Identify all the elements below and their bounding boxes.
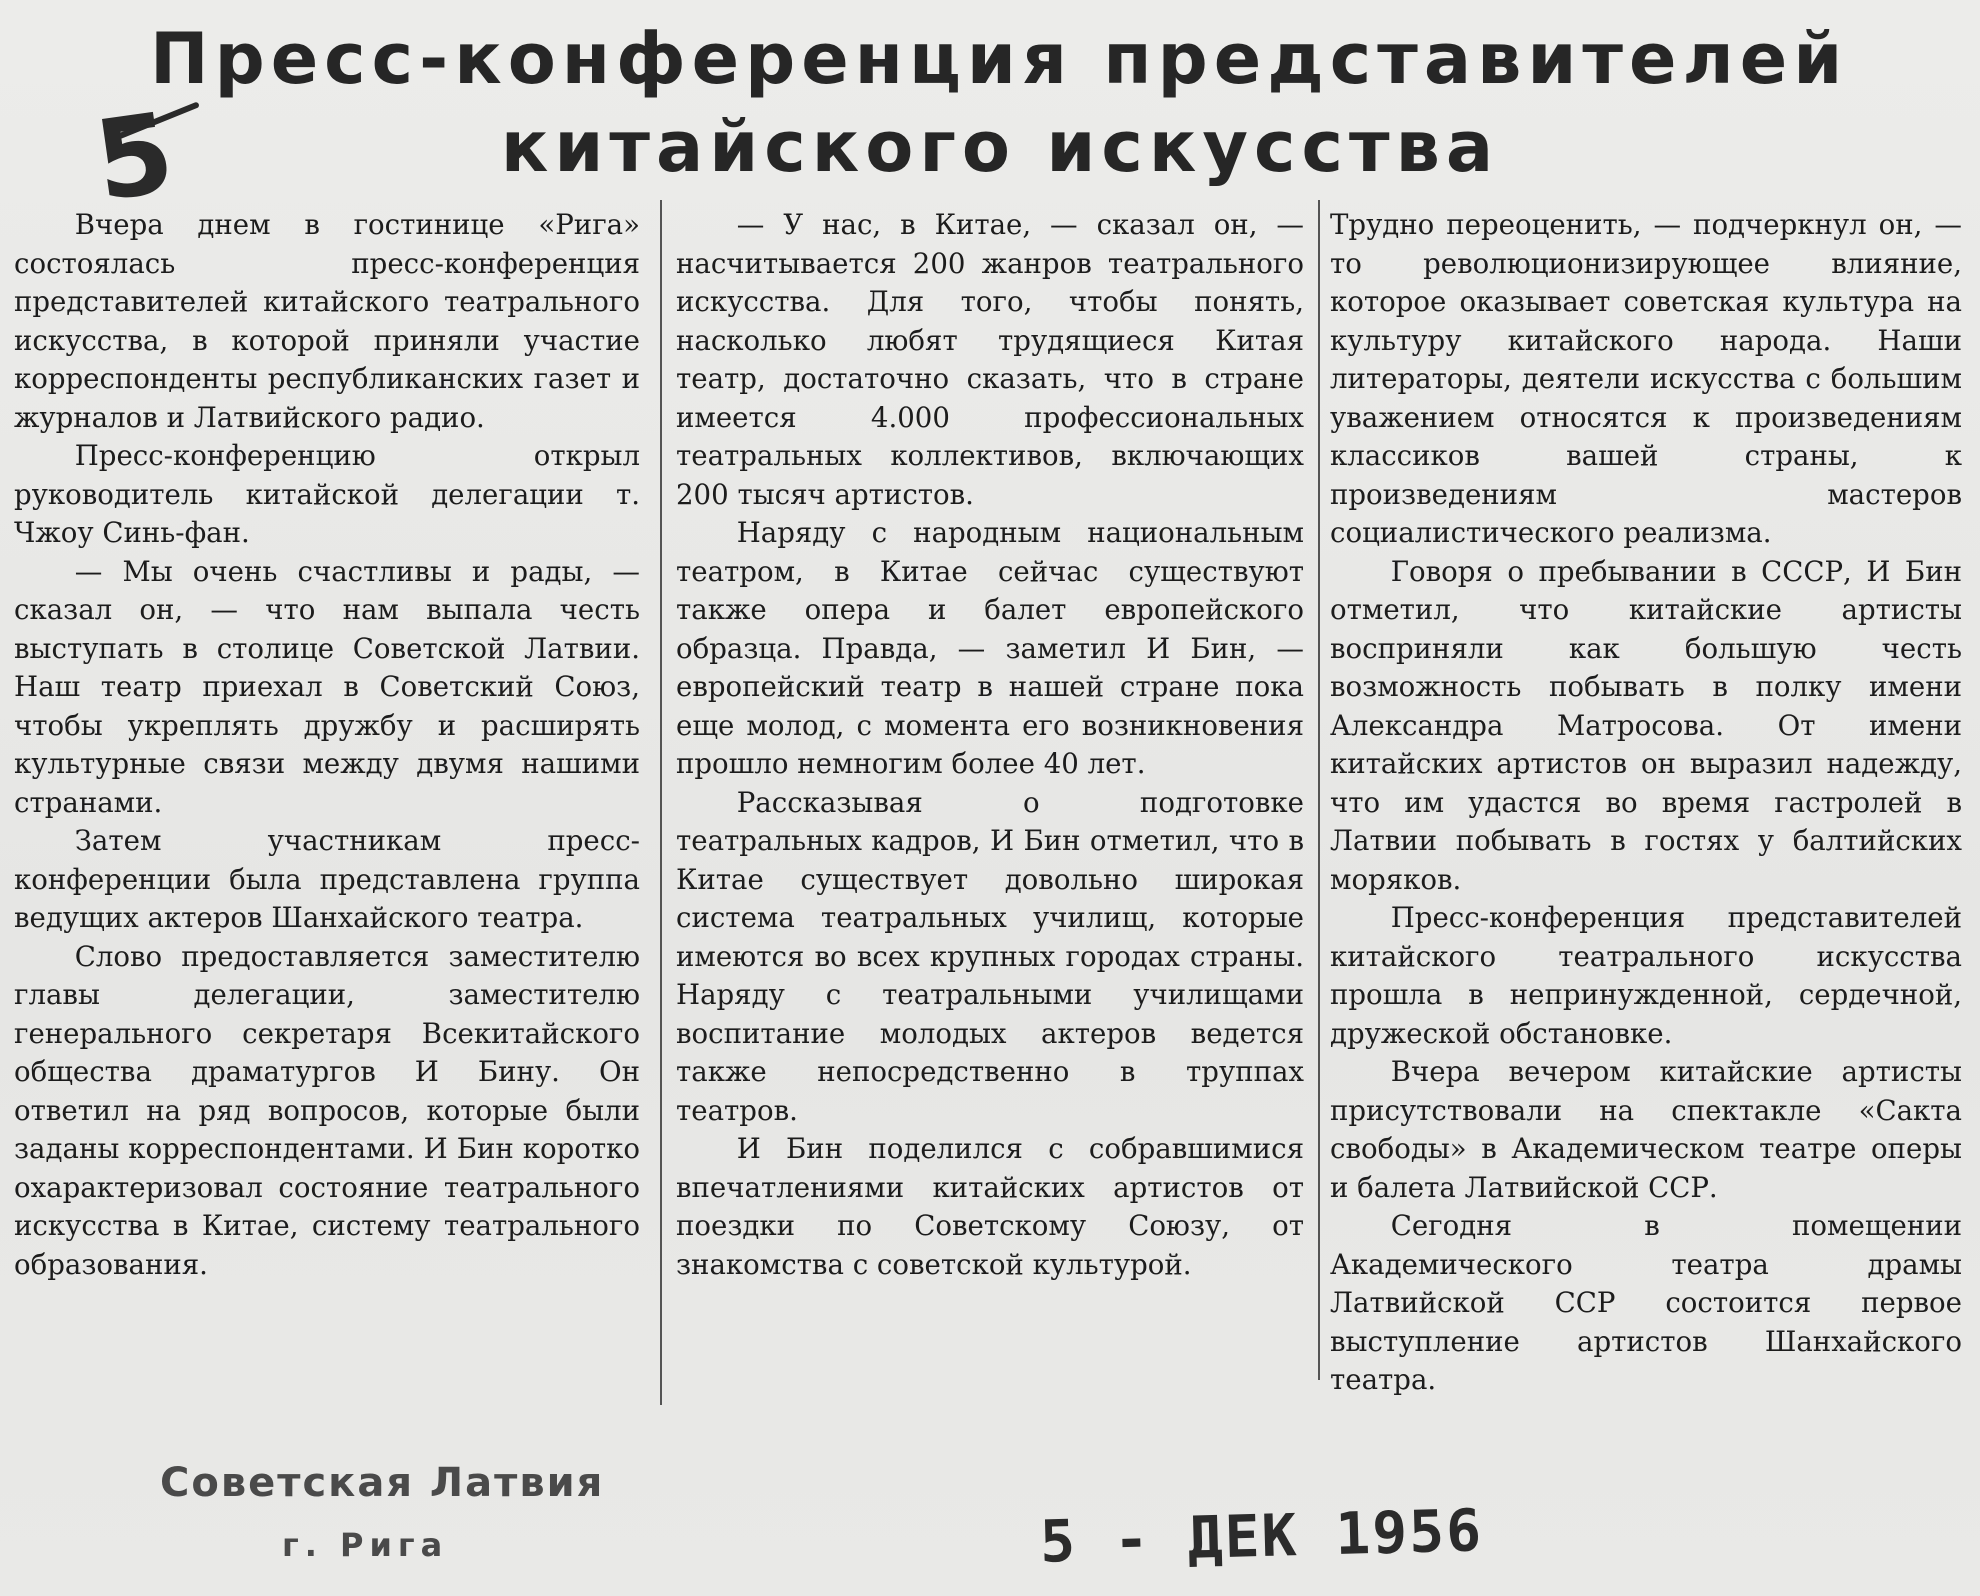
source-newspaper-stamp: Советская Латвия xyxy=(160,1460,605,1506)
source-city-stamp: г. Рига xyxy=(282,1526,449,1564)
paragraph: Говоря о пребывании в СССР, И Бин отметил, что китайские артисты восприняли как большую честь возможность побывать в полку имени Александра Матросова. От имени китайских артистов он выразил надежду, что им удастся во время гастролей в Латвии побывать в гостях у балтийских моряков. xyxy=(1330,554,1962,896)
paragraph: Затем участникам пресс-конференции была представлена группа ведущих актеров Шанхайского театра. xyxy=(14,824,640,934)
paragraph: Наряду с народным национальным театром, в Китае сейчас существуют также опера и балет европейского образца. Правда, — заметил И Бин, — европейский театр в нашей стране пока еще молод, с момента его возникновения прошло немногим более 40 лет. xyxy=(676,516,1304,780)
headline-line-2: китайского искусства xyxy=(500,106,1500,188)
paragraph: Пресс-конференцию открыл руководитель китайской делегации т. Чжоу Синь-фан. xyxy=(14,439,640,549)
article-column-2 xyxy=(676,206,1304,1284)
date-stamp: 5 - ДЕК 1956 xyxy=(1039,1496,1484,1576)
paragraph: — Мы очень счастливы и рады, — сказал он, — что нам выпала честь выступать в столице Советской Латвии. Наш театр приехал в Советский Союз, чтобы укреплять дружбу и расширять культурные связи между двумя нашими странами. xyxy=(14,554,640,819)
paragraph-continued: Трудно переоценить, — подчеркнул он, — то революционизирующее влияние, которое оказывает советская культура на культуру китайского народа. Наши литераторы, деятели искусства с большим уважением относятся к произведениям классиков вашей страны, к произведениям мастеров социалистического реализма. xyxy=(1330,208,1962,549)
column-rule-2 xyxy=(1318,200,1320,1380)
paragraph: И Бин поделился с собравшимися впечатлениями китайских артистов от поездки по Советскому Союзу, от знакомства с советской культурой. xyxy=(676,1132,1304,1281)
article-column-3 xyxy=(1330,206,1962,1400)
paragraph: Рассказывая о подготовке театральных кадров, И Бин отметил, что в Китае существует довольно широкая система театральных училищ, которые имеются во всех крупных городах страны. Наряду с театральными училищами воспитание молодых актеров ведется также непосредственно в труппах театров. xyxy=(676,785,1304,1127)
paragraph: Вчера вечером китайские артисты присутствовали на спектакле «Сакта свободы» в Академическом театре оперы и балета Латвийской ССР. xyxy=(1330,1055,1962,1204)
headline-line-1: Пресс-конференция представителей xyxy=(150,18,1849,100)
article-column-1 xyxy=(14,206,640,1284)
paragraph: Вчера днем в гостинице «Рига» состоялась пресс-конференция представителей китайского театрального искусства, в которой приняли участие корреспонденты республиканских газет и журналов и Латвийского радио. xyxy=(14,208,640,434)
column-rule-1 xyxy=(660,200,662,1405)
handwritten-page-number: 5 xyxy=(87,88,182,226)
paragraph: Слово предоставляется заместителю главы делегации, заместителю генерального секретаря Всекитайского общества драматургов И Бину. Он ответил на ряд вопросов, которые были заданы корреспондентами. И Бин коротко охарактеризовал состояние театрального искусства в Китае, систему театрального образования. xyxy=(14,939,640,1281)
paragraph: Сегодня в помещении Академического театра драмы Латвийской ССР состоится первое выступление артистов Шанхайского театра. xyxy=(1330,1209,1962,1396)
paragraph: — У нас, в Китае, — сказал он, — насчитывается 200 жанров театрального искусства. Для того, чтобы понять, насколько любят трудящиеся Китая театр, достаточно сказать, что в стране имеется 4.000 профессиональных театральных коллективов, включающих 200 тысяч артистов. xyxy=(676,208,1304,511)
paragraph: Пресс-конференция представителей китайского театрального искусства прошла в непринужденной, сердечной, дружеской обстановке. xyxy=(1330,901,1962,1050)
